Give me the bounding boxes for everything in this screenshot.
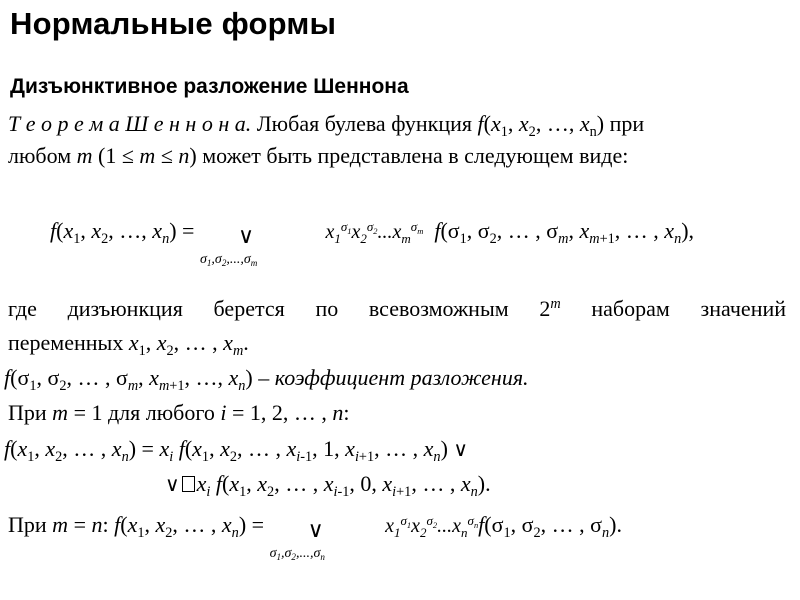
theorem-line-2: любом m (1 ≤ m ≤ n) может быть представлена в следующем виде: [8,143,629,168]
or-icon: ∨ [237,224,255,249]
shannon-formula: $f(x_1$, $x_2$, …, $x_n$) = ∨ $\sigma_1,\sigma_2,...,\sigma_m$ $x_1^{\sigma_1}x_2^{\sigma_2}...x_m^{\sigma_m}$ $f(\sigma_1$, $\sigma_2$, … , $\sigma_m$, $x_{m+1}$, … , $x_n$), [50,218,695,269]
negation-placeholder-icon [182,476,195,492]
variable-term: $x_1^{\sigma_1}x_2^{\sigma_2}...x_m^{\sigma_m}$ [325,218,424,246]
disjunction-operator [199,218,320,269]
expansion-line-2: ∨ $x_i$ $f(x_1$, $x_2$, … , $x_{i-1}$, 0, $x_{i+1}$, … , $x_n$). [165,471,491,500]
variable-term-full: $x_1^{\sigma_1}x_2^{\sigma_2}...x_n^{\sigma_n}$ [385,512,479,540]
variables-line: переменных $x_1$, $x_2$, … , $x_m$. [8,330,249,359]
theorem-text: Любая булева функция [251,111,478,136]
or-icon: ∨ [307,518,324,543]
case-m1-line: При m = 1 для любого i = 1, 2, … , n: [8,400,350,425]
or-icon: ∨ [453,437,469,461]
disjunction-operator-full [269,512,380,563]
disjunction-index-full: $\sigma_1,\sigma_2,...,\sigma_n$ [269,546,325,563]
or-icon: ∨ [165,472,180,496]
page-title: Нормальные формы [10,6,337,41]
theorem-line-1: Т е о р е м а Ш е н н о н а. Любая булева функция $f(x_1$, $x_2$, …, $x_n$) при [8,111,645,140]
theorem-label: Т е о р е м а Ш е н н о н а. [8,111,252,136]
case-mn-line: При m = n: $f(x_1$, $x_2$, … , $x_n$) = ∨ $\sigma_1,\sigma_2,...,\sigma_n$ $x_1^{\sigma_1}x_2^{\sigma_2}...x_n^{\sigma_n}f(\sigma_1$, $\sigma_2$, … , $\sigma_n$). [8,512,622,563]
section-subtitle: Дизъюнктивное разложение Шеннона [10,75,409,98]
disjunction-index: $\sigma_1,\sigma_2,...,\sigma_m$ [199,252,258,269]
where-line: где дизъюнкция берется по всевозможным 2$^m$ наборам значений [8,296,787,321]
expansion-line-1: $f(x_1$, $x_2$, … , $x_n) = x_i$ $f(x_1$, $x_2$, … , $x_{i-1}$, 1, $x_{i+1}$, … , $x_n$) ∨ [4,436,469,465]
coefficient-line: $f(\sigma_1$, $\sigma_2$, … , $\sigma_m$, $x_{m+1}$, …, $x_n$) – коэффициент разложения. [4,365,529,394]
